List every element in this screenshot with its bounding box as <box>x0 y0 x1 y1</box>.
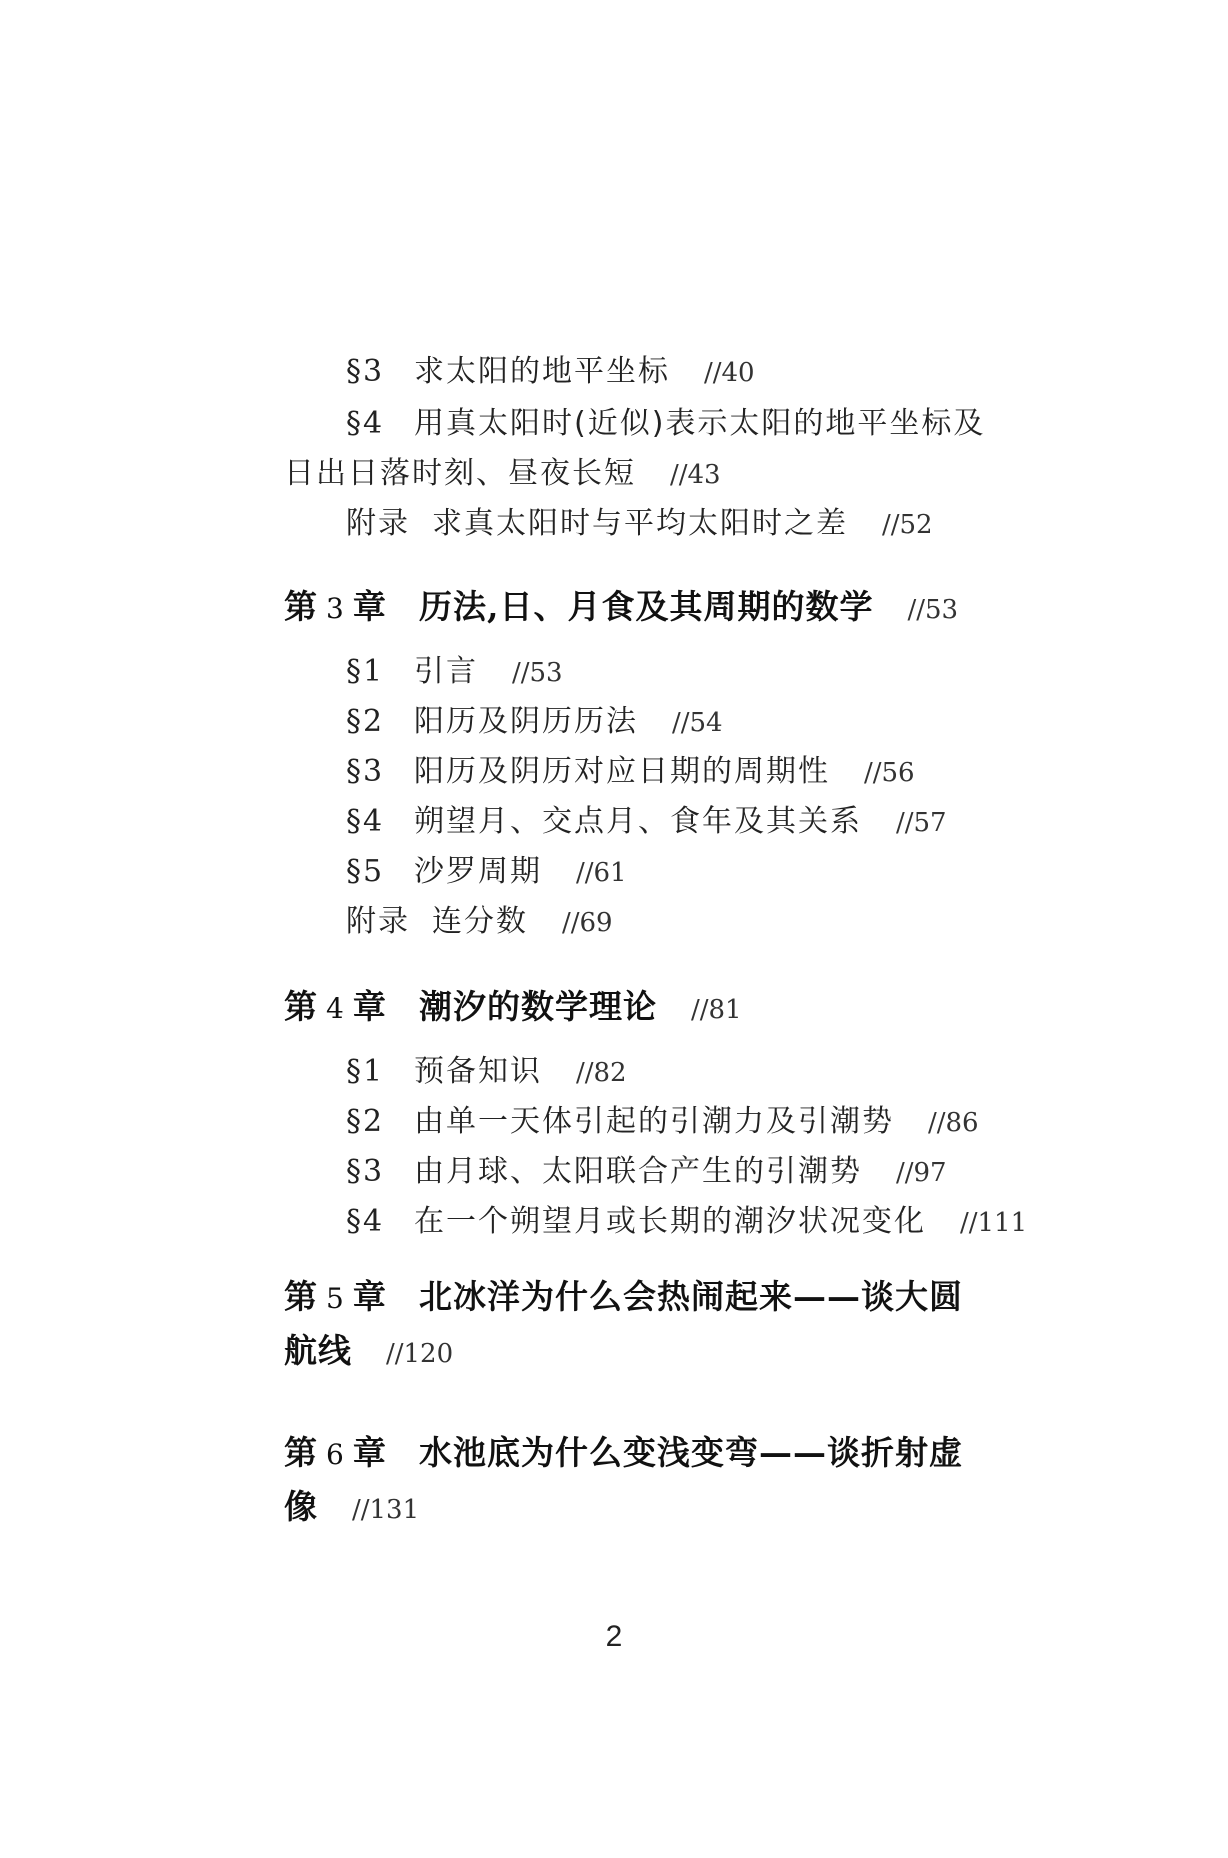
chapter-label-suffix: 章 <box>352 987 387 1026</box>
entry-title: 阳历及阴历对应日期的周期性 <box>414 754 830 789</box>
entry-title: 阳历及阴历历法 <box>414 704 638 739</box>
toc-entry <box>346 652 563 693</box>
chapter-title: 历法,日、月食及其周期的数学 <box>419 587 874 626</box>
page-ref: //120 <box>386 1339 454 1369</box>
chapter-heading <box>284 984 742 1033</box>
entry-title: 沙罗周期 <box>414 854 542 889</box>
section-marker: §4 <box>346 804 385 839</box>
page-ref: //53 <box>512 658 563 688</box>
section-marker: §2 <box>346 704 385 739</box>
page-ref: //56 <box>864 758 915 788</box>
section-marker: §5 <box>346 854 385 889</box>
chapter-number <box>284 584 419 632</box>
toc-entry <box>346 1102 979 1143</box>
toc-entry <box>346 404 985 444</box>
entry-title: 连分数 <box>432 904 528 939</box>
toc-entry <box>346 1202 1027 1243</box>
chapter-number <box>284 1430 419 1478</box>
toc-entry <box>346 802 947 843</box>
entry-title: 朔望月、交点月、食年及其关系 <box>414 804 862 839</box>
section-marker: §4 <box>346 1204 385 1239</box>
toc-entry <box>346 352 755 393</box>
toc-entry <box>346 852 627 893</box>
entry-title: 由月球、太阳联合产生的引潮势 <box>414 1154 862 1189</box>
page-ref: //111 <box>960 1208 1028 1238</box>
chapter-heading <box>284 584 958 633</box>
page-number: 2 <box>605 1620 623 1653</box>
page-ref: //69 <box>562 908 613 938</box>
chapter-label-suffix: 章 <box>352 587 387 626</box>
page-ref: //43 <box>670 460 721 490</box>
entry-title: 预备知识 <box>414 1054 542 1089</box>
chapter-label-prefix: 第 <box>284 1433 318 1472</box>
chapter-title: 水池底为什么变浅变弯——谈折射虚 <box>419 1433 963 1472</box>
chapter-number <box>284 1274 419 1322</box>
chapter-label-number: 4 <box>326 992 345 1025</box>
entry-title: 由单一天体引起的引潮力及引潮势 <box>414 1104 894 1139</box>
chapter-label-suffix: 章 <box>352 1277 387 1316</box>
entry-title: 引言 <box>414 654 478 689</box>
page-ref: //53 <box>907 595 959 625</box>
chapter-title: 北冰洋为什么会热闹起来——谈大圆 <box>419 1277 963 1316</box>
toc-entry-continued <box>284 454 721 495</box>
chapter-title-continued: 航线 <box>284 1331 352 1370</box>
page-ref: //52 <box>882 510 933 540</box>
page-ref: //40 <box>704 358 755 388</box>
page-ref: //86 <box>928 1108 979 1138</box>
entry-title: 在一个朔望月或长期的潮汐状况变化 <box>414 1204 926 1239</box>
chapter-number <box>284 984 419 1032</box>
entry-title: 求真太阳时与平均太阳时之差 <box>432 506 848 541</box>
chapter-label-number: 5 <box>326 1282 345 1315</box>
toc-appendix <box>346 504 933 545</box>
section-marker: §3 <box>346 754 385 789</box>
chapter-label-number: 6 <box>326 1438 345 1471</box>
toc-entry <box>346 752 915 793</box>
page-ref: //61 <box>576 858 627 888</box>
toc-entry <box>346 1152 947 1193</box>
chapter-label-number: 3 <box>326 592 345 625</box>
section-marker: §3 <box>346 354 385 389</box>
page-ref: //57 <box>896 808 947 838</box>
chapter-label-suffix: 章 <box>352 1433 387 1472</box>
appendix-marker: 附录 <box>346 506 410 541</box>
section-marker: §2 <box>346 1104 385 1139</box>
chapter-title: 潮汐的数学理论 <box>419 987 657 1026</box>
page-ref: //82 <box>576 1058 627 1088</box>
chapter-title-continued: 像 <box>284 1487 318 1526</box>
chapter-heading <box>284 1274 963 1322</box>
page-ref: //81 <box>691 995 742 1025</box>
appendix-marker: 附录 <box>346 904 410 939</box>
entry-title: 用真太阳时(近似)表示太阳的地平坐标及 <box>414 406 986 441</box>
chapter-heading-continued <box>284 1328 453 1377</box>
chapter-label-prefix: 第 <box>284 987 318 1026</box>
toc-entry <box>346 1052 627 1093</box>
page-ref: //97 <box>896 1158 947 1188</box>
section-marker: §1 <box>346 1054 385 1089</box>
page-ref: //54 <box>672 708 723 738</box>
toc-appendix <box>346 902 613 943</box>
section-marker: §1 <box>346 654 385 689</box>
chapter-label-prefix: 第 <box>284 587 318 626</box>
toc-entry <box>346 702 723 743</box>
chapter-heading <box>284 1430 963 1478</box>
section-marker: §4 <box>346 406 385 441</box>
entry-title: 求太阳的地平坐标 <box>414 354 670 389</box>
entry-title-continued: 日出日落时刻、昼夜长短 <box>284 456 636 491</box>
chapter-heading-continued <box>284 1484 419 1533</box>
section-marker: §3 <box>346 1154 385 1189</box>
chapter-label-prefix: 第 <box>284 1277 318 1316</box>
page-ref: //131 <box>352 1495 420 1525</box>
